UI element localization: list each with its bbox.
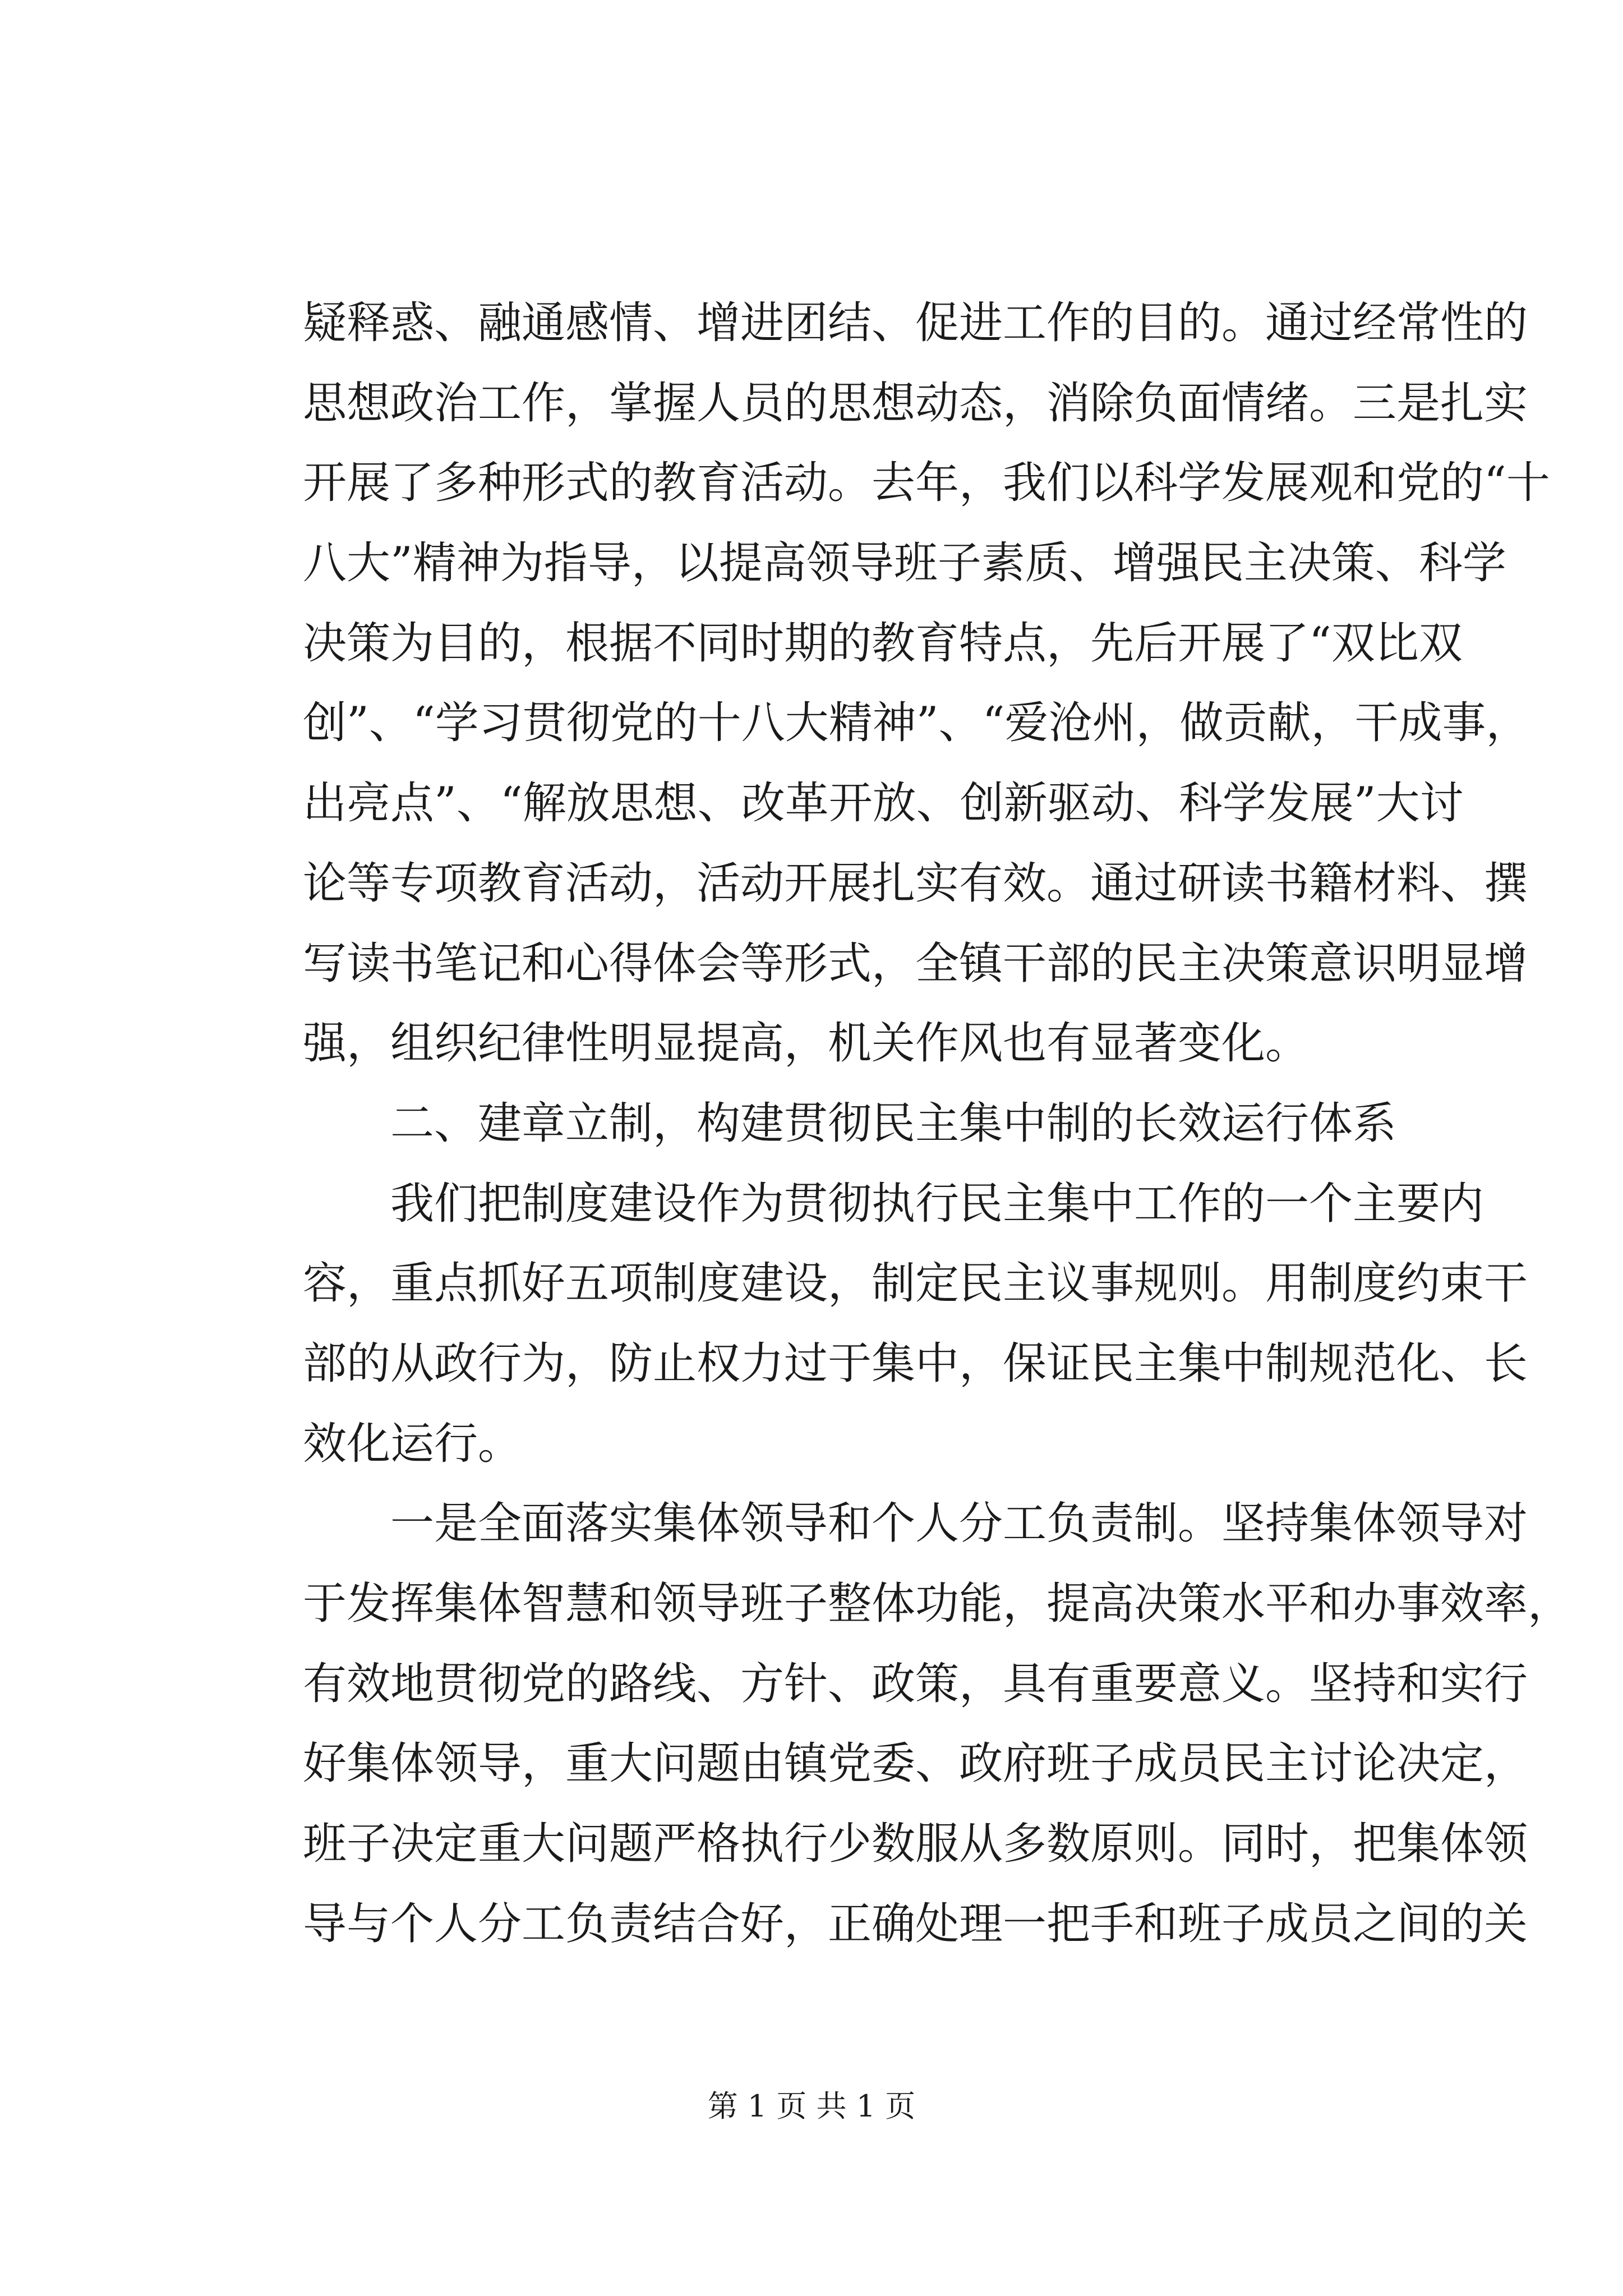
text-line: 开展了多种形式的教育活动。去年，我们以科学发展观和党的“十 — [303, 458, 1550, 509]
text-line: 疑释惑、融通感情、增进团结、促进工作的目的。通过经常性的 — [303, 298, 1528, 348]
text-line: 我们把制度建设作为贯彻执行民主集中工作的一个主要内 — [390, 1178, 1484, 1229]
text-line: 好集体领导，重大问题由镇党委、政府班子成员民主讨论决定， — [303, 1738, 1528, 1789]
text-line: 出亮点”、“解放思想、改革开放、创新驱动、科学发展”大讨 — [303, 778, 1464, 829]
page-footer: 第 1 页 共 1 页 — [707, 2088, 916, 2124]
text-line: 于发挥集体智慧和领导班子整体功能，提高决策水平和办事效率， — [303, 1579, 1572, 1629]
text-line: 导与个人分工负责结合好，正确处理一把手和班子成员之间的关 — [303, 1898, 1528, 1949]
text-line: 效化运行。 — [303, 1418, 522, 1469]
text-line: 容，重点抓好五项制度建设，制定民主议事规则。用制度约束干 — [303, 1258, 1528, 1309]
body-text — [303, 283, 1572, 1964]
text-line: 一是全面落实集体领导和个人分工负责制。坚持集体领导对 — [390, 1498, 1528, 1549]
text-line: 班子决定重大问题严格执行少数服从多数原则。同时，把集体领 — [303, 1819, 1528, 1870]
text-line: 论等专项教育活动，活动开展扎实有效。通过研读书籍材料、撰 — [303, 858, 1528, 909]
text-line: 有效地贯彻党的路线、方针、政策，具有重要意义。坚持和实行 — [303, 1658, 1528, 1709]
text-line: 二、建章立制，构建贯彻民主集中制的长效运行体系 — [390, 1098, 1397, 1149]
text-line: 部的从政行为，防止权力过于集中，保证民主集中制规范化、长 — [303, 1338, 1528, 1389]
text-line: 强，组织纪律性明显提高，机关作风也有显著变化。 — [303, 1018, 1310, 1069]
text-line: 八大”精神为指导，以提高领导班子素质、增强民主决策、科学 — [303, 538, 1506, 589]
text-line: 创”、“学习贯彻党的十八大精神”、“爱沧州，做贡献，干成事， — [303, 698, 1530, 749]
text-line: 写读书笔记和心得体会等形式，全镇干部的民主决策意识明显增 — [303, 938, 1528, 989]
text-line: 决策为目的，根据不同时期的教育特点，先后开展了“双比双 — [303, 618, 1463, 669]
text-line: 思想政治工作，掌握人员的思想动态，消除负面情绪。三是扎实 — [303, 378, 1528, 429]
